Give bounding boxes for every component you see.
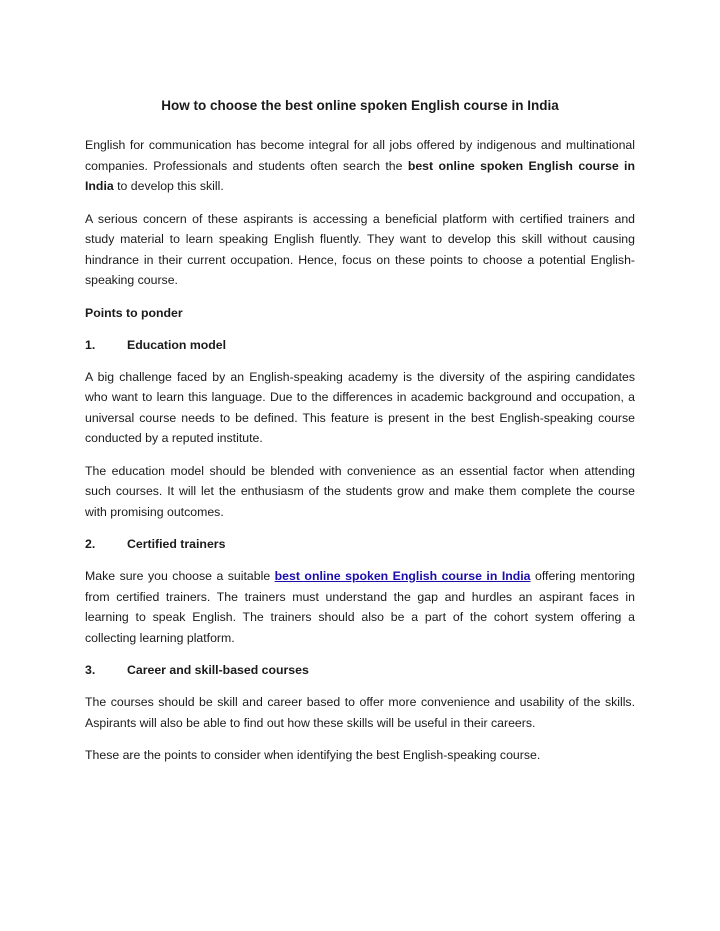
section-heading-certified-trainers (85, 534, 635, 554)
section-number: 1. (85, 337, 96, 352)
section-number: 2. (85, 537, 96, 551)
closing-paragraph: These are the points to consider when identifying the best English-speaking course. (85, 748, 541, 762)
document-title: How to choose the best online spoken English course in India (161, 98, 559, 113)
trainers-paragraph (85, 566, 635, 648)
trainers-text-after: offering mentoring from certified trainers. The trainers must understand the gap and hurdles an aspirant faces in learning to speak English. The trainers should also be a part of the cohort system offering a collecting learning platform. (85, 569, 635, 645)
intro-text-before: English for communication has become integral for all jobs offered by indigenous and multinational companies. Professionals and students often search the (85, 138, 635, 173)
career-paragraph: The courses should be skill and career based to offer more convenience and usability of the skills. Aspirants will also be able to find out how these skills will be useful in their careers. (85, 695, 635, 730)
concern-paragraph: A serious concern of these aspirants is accessing a beneficial platform with certified trainers and study material to learn speaking English fluently. They want to develop this skill without causing hindrance in their current occupation. Hence, focus on these points to choose a potential English-speaking course. (85, 211, 635, 287)
section-heading-label: Career and skill-based courses (127, 663, 309, 677)
points-heading: Points to ponder (85, 305, 183, 320)
education-paragraph-1: A big challenge faced by an English-speaking academy is the diversity of the aspiring candidates who want to learn this language. Due to the differences in academic background and occupation, a universal course needs to be defined. This feature is present in the best English-speaking course conducted by a reputed institute. (85, 369, 635, 445)
intro-bold-phrase: best online spoken English course in India (85, 158, 635, 193)
document-page (85, 97, 635, 778)
education-paragraph-2: The education model should be blended with convenience as an essential factor when attending such courses. It will let the enthusiasm of the students grow and make them complete the course with promising outcomes. (85, 463, 635, 519)
section-heading-education-model (85, 335, 635, 355)
section-heading-label: Certified trainers (127, 537, 226, 551)
course-link[interactable]: best online spoken English course in India (274, 569, 531, 583)
section-number: 3. (85, 663, 96, 677)
intro-paragraph (85, 135, 635, 197)
section-heading-career-skill (85, 660, 635, 680)
intro-text-after: to develop this skill. (113, 179, 224, 193)
section-heading-label: Education model (127, 337, 227, 352)
trainers-text-before: Make sure you choose a suitable (85, 569, 275, 583)
